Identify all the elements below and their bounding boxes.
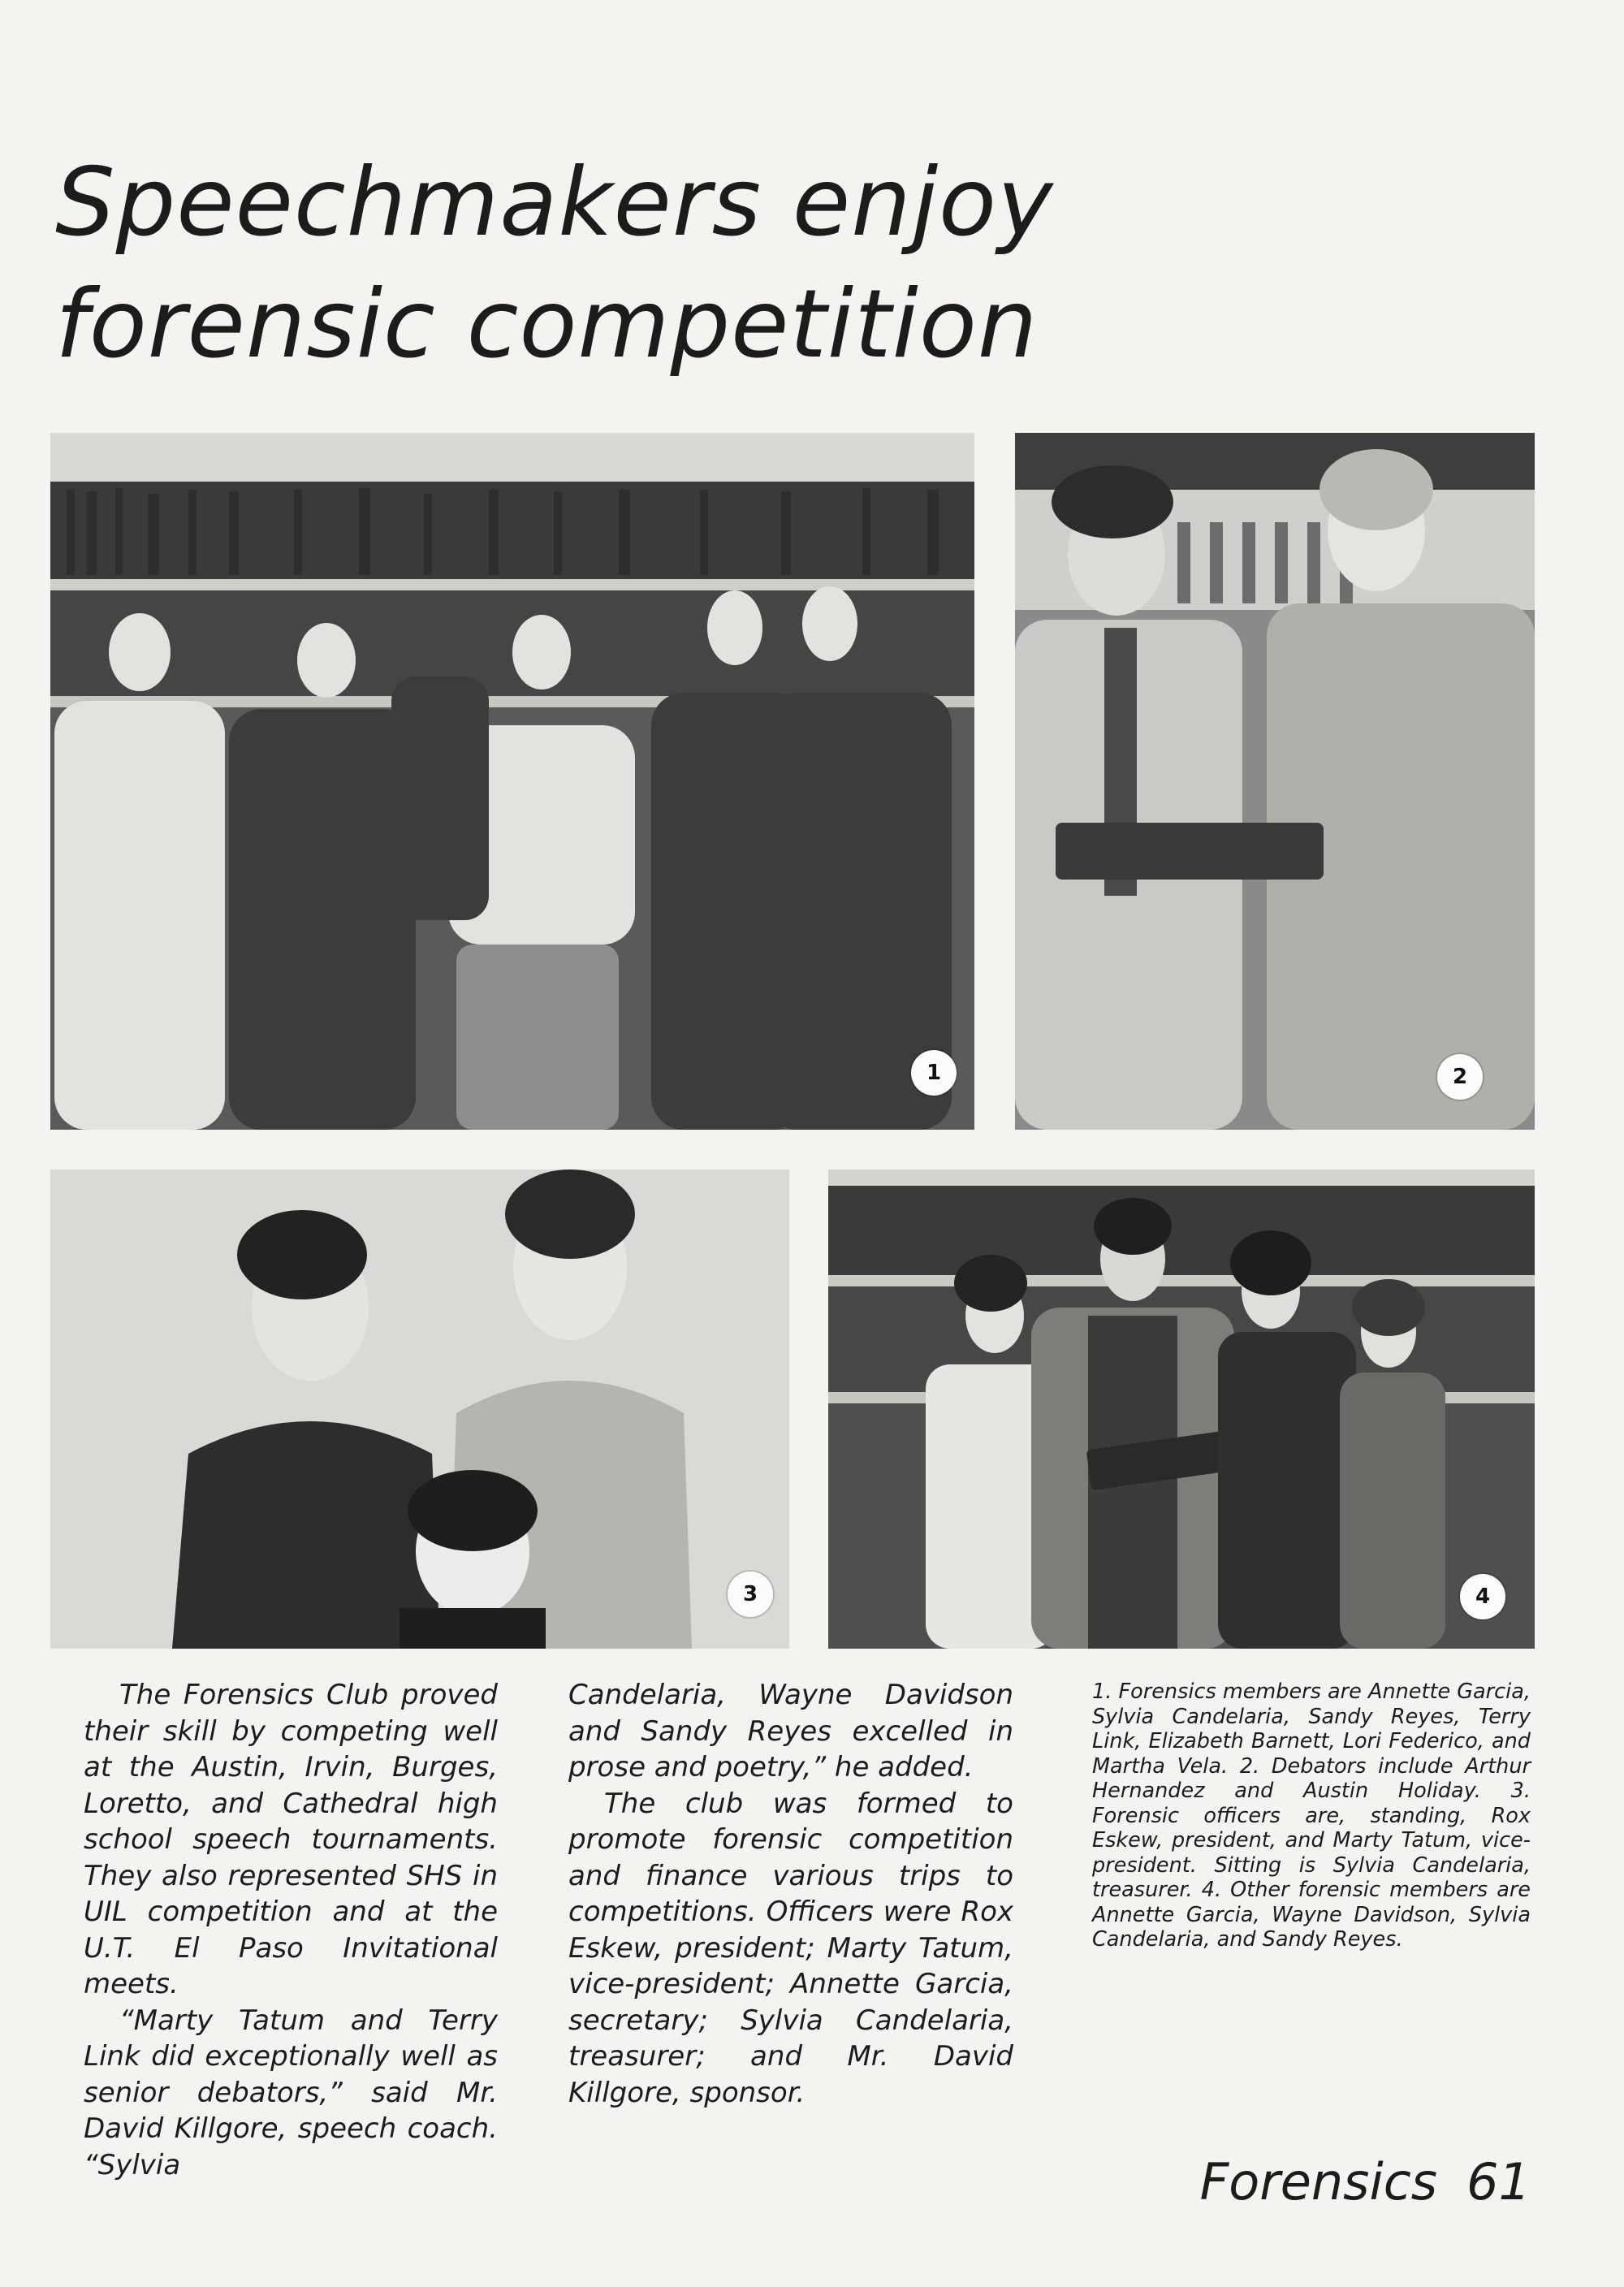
photo-1-number-badge: 1 <box>911 1050 957 1096</box>
photo-4-other-forensic-members <box>828 1169 1535 1649</box>
body-paragraph-2: “Marty Tatum and Terry Link did exceptionally well as senior debators,” said Mr. David Killgore, speech coach. “Sylvia <box>84 2004 498 2181</box>
photo-captions: 1. Forensics members are Annette Garcia, Sylvia Candelaria, Sandy Reyes, Terry Link, Elizabeth Barnett, Lori Federico, and Martha Vela. 2. Debators include Arthur Hernandez and Austin Holiday. 3. Forensic officers are, standing, Rox Eskew, president, and Marty Tatum, vice-president. Sitting is Sylvia Candelaria, treasurer. 4. Other forensic members are Annette Garcia, Wayne Davidson, Sylvia Candelaria, and Sandy Reyes. <box>1092 1680 1531 1952</box>
photo-3-number-badge: 3 <box>728 1572 773 1617</box>
photo-4-number-badge: 4 <box>1460 1574 1505 1619</box>
footer-page-number: 61 <box>1466 2152 1531 2211</box>
photo-3-forensic-officers <box>50 1169 789 1649</box>
page-headline <box>55 142 1273 386</box>
body-column-1 <box>84 1677 498 2183</box>
photo-2-debators <box>1015 433 1535 1130</box>
photo-1-image <box>50 433 974 1130</box>
body-paragraph-3: The club was formed to promote forensic competition and finance various trips to competitions. Officers were Rox Eskew, president; Marty Tatum, vice-president; Annette Garcia, secretary; Sylvia Candelaria, treasurer; and Mr. David Killgore, sponsor. <box>568 1787 1013 2109</box>
page-footer <box>1200 2152 1531 2211</box>
headline-line-1: Speechmakers enjoy <box>55 148 1054 257</box>
photo-1-forensics-members <box>50 433 974 1130</box>
photo-4-image <box>828 1169 1535 1649</box>
photo-2-image <box>1015 433 1535 1130</box>
body-paragraph-1: The Forensics Club proved their skill by competing well at the Austin, Irvin, Burges, Loretto, and Cathedral high school speech tournaments. They also represented SHS in UIL competition and at the U.T. El Paso Invitational meets. <box>84 1679 498 2000</box>
photo-3-image <box>50 1169 789 1649</box>
headline-line-2: forensic competition <box>55 270 1039 379</box>
photo-2-number-badge: 2 <box>1437 1054 1483 1100</box>
body-paragraph-continued: Candelaria, Wayne Davidson and Sandy Reyes excelled in prose and poetry,” he added. <box>568 1679 1013 1783</box>
footer-section-name: Forensics <box>1199 2152 1438 2211</box>
body-column-2 <box>568 1677 1013 2111</box>
